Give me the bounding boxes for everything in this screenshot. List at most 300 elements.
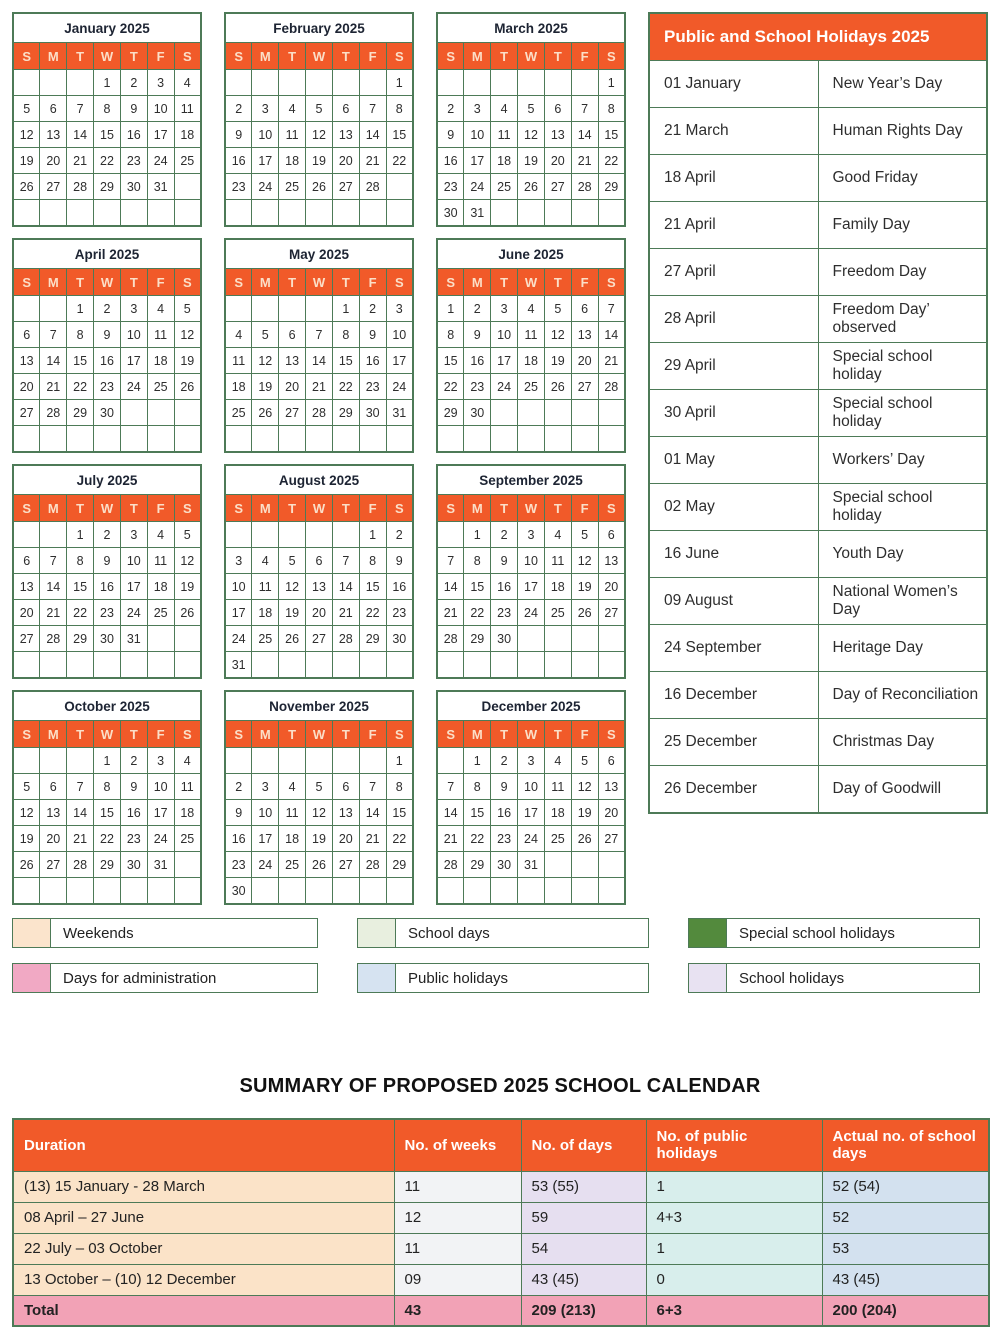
legend-color-swatch (13, 964, 51, 992)
day-cell: 17 (120, 574, 147, 600)
empty-cell (464, 878, 491, 905)
month-title: July 2025 (13, 465, 201, 495)
empty-cell (518, 878, 545, 905)
summary-column-header: No. of public holidays (646, 1119, 822, 1171)
empty-cell (306, 296, 333, 322)
month-calendar-july (12, 464, 202, 679)
day-cell: 19 (13, 148, 40, 174)
day-cell: 27 (571, 374, 598, 400)
day-cell: 24 (518, 826, 545, 852)
week-row (437, 426, 625, 453)
day-cell: 7 (40, 548, 67, 574)
day-cell: 23 (120, 826, 147, 852)
empty-cell (464, 426, 491, 453)
day-cell: 14 (67, 122, 94, 148)
day-cell: 4 (252, 548, 279, 574)
empty-cell (306, 70, 333, 96)
day-cell: 18 (544, 800, 571, 826)
holiday-date: 16 June (649, 531, 818, 578)
day-cell: 21 (40, 374, 67, 400)
week-row (437, 522, 625, 548)
day-cell: 21 (40, 600, 67, 626)
week-row (437, 878, 625, 905)
day-cell: 15 (94, 800, 121, 826)
day-cell: 29 (359, 626, 386, 652)
empty-cell (40, 426, 67, 453)
summary-cell: 6+3 (646, 1295, 822, 1326)
day-cell: 5 (174, 296, 201, 322)
empty-cell (544, 878, 571, 905)
empty-cell (279, 748, 306, 774)
day-cell: 7 (437, 774, 464, 800)
day-cell: 18 (174, 122, 201, 148)
week-row (437, 774, 625, 800)
empty-cell (279, 70, 306, 96)
day-cell: 1 (94, 748, 121, 774)
day-cell: 12 (13, 122, 40, 148)
day-cell: 27 (332, 852, 359, 878)
holiday-name: Youth Day (818, 531, 987, 578)
day-cell: 7 (571, 96, 598, 122)
empty-cell (437, 70, 464, 96)
empty-cell (40, 70, 67, 96)
weekday-letter: M (40, 495, 67, 522)
day-cell: 8 (67, 548, 94, 574)
day-cell: 18 (544, 574, 571, 600)
empty-cell (598, 426, 625, 453)
day-cell: 20 (13, 374, 40, 400)
day-cell: 9 (94, 322, 121, 348)
holiday-name: Heritage Day (818, 625, 987, 672)
weekday-letter: M (252, 269, 279, 296)
weekday-letter: S (386, 43, 413, 70)
day-cell: 11 (252, 574, 279, 600)
empty-cell (225, 70, 252, 96)
empty-cell (359, 426, 386, 453)
day-cell: 11 (279, 800, 306, 826)
day-cell: 14 (437, 574, 464, 600)
week-row (13, 574, 201, 600)
empty-cell (13, 426, 40, 453)
day-cell: 2 (386, 522, 413, 548)
day-cell: 29 (437, 400, 464, 426)
week-row (437, 174, 625, 200)
day-cell: 5 (174, 522, 201, 548)
holiday-row (649, 437, 987, 484)
day-cell: 3 (386, 296, 413, 322)
holiday-date: 25 December (649, 719, 818, 766)
empty-cell (306, 878, 333, 905)
week-row (225, 426, 413, 453)
week-row (437, 96, 625, 122)
day-cell: 26 (174, 374, 201, 400)
week-row (13, 826, 201, 852)
weekday-letter: M (464, 495, 491, 522)
day-cell: 11 (518, 322, 545, 348)
day-cell: 7 (359, 774, 386, 800)
week-row (437, 322, 625, 348)
day-cell: 6 (598, 748, 625, 774)
week-row (437, 70, 625, 96)
weekday-header-row (225, 495, 413, 522)
day-cell: 11 (225, 348, 252, 374)
weekday-letter: F (571, 721, 598, 748)
day-cell: 23 (225, 174, 252, 200)
empty-cell (306, 652, 333, 679)
weekday-letter: S (174, 269, 201, 296)
empty-cell (571, 400, 598, 426)
empty-cell (437, 522, 464, 548)
weekday-letter: S (225, 43, 252, 70)
summary-title: SUMMARY OF PROPOSED 2025 SCHOOL CALENDAR (239, 1075, 761, 1097)
day-cell: 14 (598, 322, 625, 348)
empty-cell (279, 200, 306, 227)
day-cell: 8 (464, 774, 491, 800)
empty-cell (252, 426, 279, 453)
empty-cell (67, 200, 94, 227)
weekday-letter: W (518, 495, 545, 522)
weekday-letter: M (252, 495, 279, 522)
week-row (13, 626, 201, 652)
week-row (225, 626, 413, 652)
holiday-name: Human Rights Day (818, 108, 987, 155)
summary-cell: 1 (646, 1171, 822, 1202)
empty-cell (332, 748, 359, 774)
day-cell: 4 (174, 70, 201, 96)
week-row (225, 348, 413, 374)
day-cell: 10 (252, 122, 279, 148)
day-cell: 15 (464, 800, 491, 826)
summary-cell: 53 (822, 1233, 989, 1264)
day-cell: 30 (94, 626, 121, 652)
weekday-letter: F (571, 43, 598, 70)
day-cell: 9 (120, 774, 147, 800)
empty-cell (279, 878, 306, 905)
weekday-letter: T (67, 269, 94, 296)
empty-cell (491, 400, 518, 426)
day-cell: 20 (332, 826, 359, 852)
weekday-letter: S (598, 269, 625, 296)
day-cell: 10 (464, 122, 491, 148)
holiday-row (649, 672, 987, 719)
month-title: June 2025 (437, 239, 625, 269)
day-cell: 19 (571, 574, 598, 600)
day-cell: 16 (94, 574, 121, 600)
empty-cell (359, 652, 386, 679)
day-cell: 16 (94, 348, 121, 374)
day-cell: 17 (464, 148, 491, 174)
weekday-letter: T (120, 43, 147, 70)
weekday-letter: F (359, 721, 386, 748)
weekday-letter: S (225, 269, 252, 296)
weekday-header-row (437, 495, 625, 522)
day-cell: 28 (332, 626, 359, 652)
weekday-letter: W (94, 43, 121, 70)
weekday-letter: M (40, 269, 67, 296)
day-cell: 25 (491, 174, 518, 200)
week-row (225, 852, 413, 878)
day-cell: 28 (40, 400, 67, 426)
day-cell: 6 (13, 322, 40, 348)
day-cell: 20 (571, 348, 598, 374)
legend-item-days-for-administration (12, 963, 318, 993)
month-title-row (437, 691, 625, 721)
day-cell: 14 (359, 122, 386, 148)
day-cell: 24 (147, 826, 174, 852)
week-row (13, 70, 201, 96)
day-cell: 27 (40, 852, 67, 878)
day-cell: 30 (437, 200, 464, 227)
summary-cell: 209 (213) (521, 1295, 646, 1326)
month-title: February 2025 (225, 13, 413, 43)
month-title-row (225, 465, 413, 495)
day-cell: 7 (40, 322, 67, 348)
day-cell: 1 (598, 70, 625, 96)
empty-cell (147, 400, 174, 426)
empty-cell (13, 748, 40, 774)
day-cell: 11 (147, 322, 174, 348)
day-cell: 18 (252, 600, 279, 626)
weekday-letter: F (359, 43, 386, 70)
weekday-header-row (437, 721, 625, 748)
holiday-date: 30 April (649, 390, 818, 437)
day-cell: 18 (279, 826, 306, 852)
empty-cell (386, 652, 413, 679)
empty-cell (332, 70, 359, 96)
day-cell: 8 (386, 774, 413, 800)
empty-cell (598, 626, 625, 652)
day-cell: 23 (359, 374, 386, 400)
month-title: October 2025 (13, 691, 201, 721)
day-cell: 1 (386, 748, 413, 774)
week-row (225, 374, 413, 400)
day-cell: 26 (544, 374, 571, 400)
month-calendar-october (12, 690, 202, 905)
empty-cell (544, 652, 571, 679)
week-row (13, 852, 201, 878)
day-cell: 29 (94, 852, 121, 878)
month-title-row (13, 239, 201, 269)
day-cell: 14 (40, 574, 67, 600)
day-cell: 30 (120, 174, 147, 200)
day-cell: 7 (437, 548, 464, 574)
week-row (225, 148, 413, 174)
empty-cell (598, 400, 625, 426)
month-calendar-december (436, 690, 626, 905)
day-cell: 8 (386, 96, 413, 122)
day-cell: 18 (279, 148, 306, 174)
day-cell: 8 (67, 322, 94, 348)
summary-cell: 200 (204) (822, 1295, 989, 1326)
day-cell: 17 (252, 826, 279, 852)
day-cell: 12 (518, 122, 545, 148)
empty-cell (437, 652, 464, 679)
summary-cell: 59 (521, 1202, 646, 1233)
day-cell: 19 (306, 148, 333, 174)
day-cell: 22 (332, 374, 359, 400)
empty-cell (598, 852, 625, 878)
weekday-letter: T (544, 495, 571, 522)
week-row (13, 322, 201, 348)
day-cell: 28 (437, 852, 464, 878)
holiday-date: 29 April (649, 343, 818, 390)
week-row (225, 200, 413, 227)
summary-cell: 0 (646, 1264, 822, 1295)
day-cell: 16 (464, 348, 491, 374)
weekday-letter: M (464, 721, 491, 748)
day-cell: 6 (40, 774, 67, 800)
public-school-holidays-table (648, 12, 988, 814)
day-cell: 5 (518, 96, 545, 122)
empty-cell (147, 652, 174, 679)
day-cell: 13 (40, 800, 67, 826)
day-cell: 24 (120, 374, 147, 400)
day-cell: 12 (13, 800, 40, 826)
day-cell: 2 (464, 296, 491, 322)
week-row (437, 600, 625, 626)
empty-cell (252, 652, 279, 679)
day-cell: 4 (279, 774, 306, 800)
day-cell: 23 (94, 600, 121, 626)
empty-cell (306, 200, 333, 227)
week-row (225, 748, 413, 774)
day-cell: 31 (120, 626, 147, 652)
day-cell: 20 (598, 800, 625, 826)
empty-cell (571, 626, 598, 652)
day-cell: 31 (386, 400, 413, 426)
day-cell: 15 (437, 348, 464, 374)
empty-cell (386, 200, 413, 227)
holiday-row (649, 108, 987, 155)
day-cell: 22 (94, 826, 121, 852)
day-cell: 13 (279, 348, 306, 374)
day-cell: 27 (279, 400, 306, 426)
holiday-name: Christmas Day (818, 719, 987, 766)
day-cell: 4 (544, 522, 571, 548)
day-cell: 27 (598, 600, 625, 626)
empty-cell (147, 200, 174, 227)
day-cell: 6 (544, 96, 571, 122)
day-cell: 22 (94, 148, 121, 174)
empty-cell (147, 626, 174, 652)
month-title: April 2025 (13, 239, 201, 269)
day-cell: 25 (147, 600, 174, 626)
empty-cell (491, 70, 518, 96)
empty-cell (252, 296, 279, 322)
day-cell: 27 (544, 174, 571, 200)
day-cell: 21 (437, 826, 464, 852)
day-cell: 23 (225, 852, 252, 878)
month-title-row (13, 691, 201, 721)
empty-cell (174, 426, 201, 453)
day-cell: 26 (252, 400, 279, 426)
empty-cell (571, 200, 598, 227)
day-cell: 20 (306, 600, 333, 626)
day-cell: 6 (332, 774, 359, 800)
summary-column-header: No. of days (521, 1119, 646, 1171)
weekday-letter: M (40, 721, 67, 748)
weekday-letter: T (120, 269, 147, 296)
weekday-letter: S (174, 43, 201, 70)
weekday-letter: T (491, 495, 518, 522)
empty-cell (225, 522, 252, 548)
week-row (225, 122, 413, 148)
day-cell: 26 (571, 826, 598, 852)
day-cell: 3 (252, 774, 279, 800)
empty-cell (518, 200, 545, 227)
day-cell: 17 (147, 800, 174, 826)
empty-cell (252, 878, 279, 905)
summary-cell: 08 April – 27 June (13, 1202, 394, 1233)
empty-cell (120, 426, 147, 453)
day-cell: 21 (332, 600, 359, 626)
day-cell: 26 (13, 852, 40, 878)
holiday-name: Day of Reconciliation (818, 672, 987, 719)
day-cell: 12 (252, 348, 279, 374)
week-row (225, 600, 413, 626)
week-row (225, 548, 413, 574)
week-row (437, 800, 625, 826)
summary-cell: 52 (54) (822, 1171, 989, 1202)
week-row (225, 296, 413, 322)
day-cell: 18 (225, 374, 252, 400)
day-cell: 12 (174, 548, 201, 574)
day-cell: 8 (464, 548, 491, 574)
empty-cell (571, 852, 598, 878)
empty-cell (518, 70, 545, 96)
empty-cell (279, 652, 306, 679)
month-calendar-january (12, 12, 202, 227)
day-cell: 21 (571, 148, 598, 174)
day-cell: 9 (359, 322, 386, 348)
day-cell: 18 (147, 348, 174, 374)
day-cell: 2 (94, 522, 121, 548)
day-cell: 24 (147, 148, 174, 174)
empty-cell (518, 400, 545, 426)
legend-item-special-school-holidays (688, 918, 980, 948)
day-cell: 15 (67, 348, 94, 374)
weekday-letter: T (332, 43, 359, 70)
day-cell: 4 (491, 96, 518, 122)
day-cell: 20 (40, 826, 67, 852)
day-cell: 19 (13, 826, 40, 852)
day-cell: 25 (147, 374, 174, 400)
weekday-header-row (225, 43, 413, 70)
day-cell: 9 (94, 548, 121, 574)
weekday-letter: F (147, 721, 174, 748)
day-cell: 31 (464, 200, 491, 227)
holiday-row (649, 719, 987, 766)
empty-cell (306, 426, 333, 453)
weekday-letter: T (491, 721, 518, 748)
empty-cell (13, 70, 40, 96)
day-cell: 10 (120, 548, 147, 574)
day-cell: 11 (174, 774, 201, 800)
empty-cell (544, 70, 571, 96)
month-title-row (13, 465, 201, 495)
weekday-letter: F (571, 269, 598, 296)
holiday-row (649, 155, 987, 202)
holiday-date: 01 May (649, 437, 818, 484)
day-cell: 25 (279, 852, 306, 878)
day-cell: 10 (120, 322, 147, 348)
empty-cell (332, 426, 359, 453)
day-cell: 25 (252, 626, 279, 652)
legend-color-swatch (358, 919, 396, 947)
month-title: August 2025 (225, 465, 413, 495)
weekday-letter: S (598, 495, 625, 522)
day-cell: 24 (491, 374, 518, 400)
